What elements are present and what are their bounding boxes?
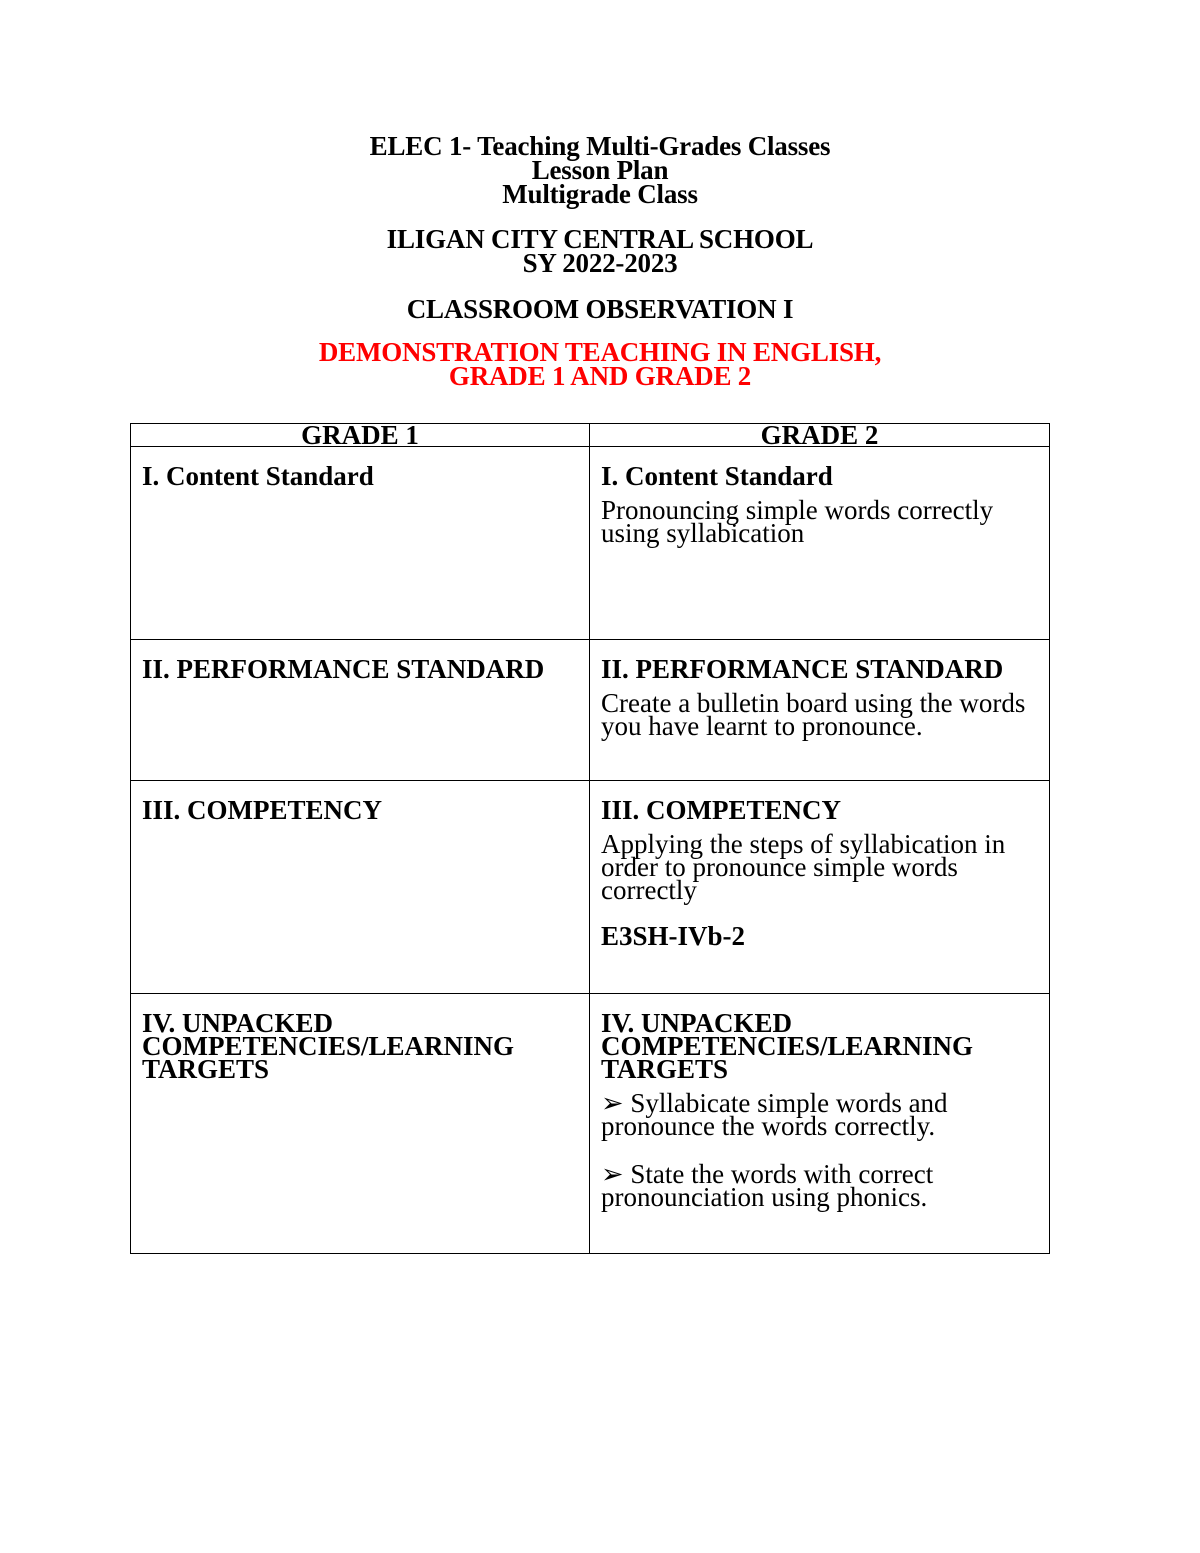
lesson-plan-table: [130, 423, 1050, 1254]
cell-heading: III. COMPETENCY: [601, 795, 842, 825]
grade1-content-standard-cell: [131, 447, 590, 640]
cell-heading: I. Content Standard: [601, 461, 833, 491]
grade2-content-standard-cell: [590, 447, 1050, 640]
cell-body: Create a bulletin board using the words you have learnt to pronounce.: [601, 688, 1026, 741]
table-row: [131, 781, 1050, 994]
doc-type: Lesson Plan: [531, 155, 669, 185]
grade1-performance-standard-cell: [131, 640, 590, 781]
grade1-learning-targets-cell: [131, 994, 590, 1254]
school-year: SY 2022-2023: [522, 248, 678, 278]
table-row: [131, 447, 1050, 640]
observation-title: CLASSROOM OBSERVATION I: [406, 294, 794, 324]
grade2-learning-targets-cell: [590, 994, 1050, 1254]
cell-heading: II. PERFORMANCE STANDARD: [142, 654, 545, 684]
learning-target-item: ➢ Syllabicate simple words and pronounce the words correctly.: [601, 1088, 948, 1141]
cell-body: Applying the steps of syllabication in order to pronounce simple words correctly: [601, 829, 1006, 905]
class-type: Multigrade Class: [502, 179, 698, 209]
grade1-competency-cell: [131, 781, 590, 994]
cell-heading: IV. UNPACKED COMPETENCIES/LEARNING TARGETS: [601, 1008, 974, 1084]
cell-heading: I. Content Standard: [142, 461, 374, 491]
cell-heading: III. COMPETENCY: [142, 795, 383, 825]
demo-title-line1: DEMONSTRATION TEACHING IN ENGLISH,: [318, 337, 882, 367]
column-header-grade1: GRADE 1: [131, 424, 590, 447]
table-header-row: [131, 424, 1050, 447]
document-header: [0, 131, 1200, 391]
grade2-performance-standard-cell: [590, 640, 1050, 781]
grade2-competency-cell: [590, 781, 1050, 994]
cell-heading: IV. UNPACKED COMPETENCIES/LEARNING TARGETS: [142, 1008, 515, 1084]
column-header-grade2: GRADE 2: [590, 424, 1050, 447]
table-row: [131, 640, 1050, 781]
demo-title-line2: GRADE 1 AND GRADE 2: [448, 361, 752, 391]
competency-code: E3SH-IVb-2: [601, 921, 746, 951]
learning-target-item: ➢ State the words with correct pronounciation using phonics.: [601, 1159, 934, 1212]
school-name: ILIGAN CITY CENTRAL SCHOOL: [386, 224, 814, 254]
cell-body: Pronouncing simple words correctly using syllabication: [601, 495, 994, 548]
table-row: [131, 994, 1050, 1254]
cell-heading: II. PERFORMANCE STANDARD: [601, 654, 1004, 684]
course-title: ELEC 1- Teaching Multi-Grades Classes: [369, 131, 831, 161]
